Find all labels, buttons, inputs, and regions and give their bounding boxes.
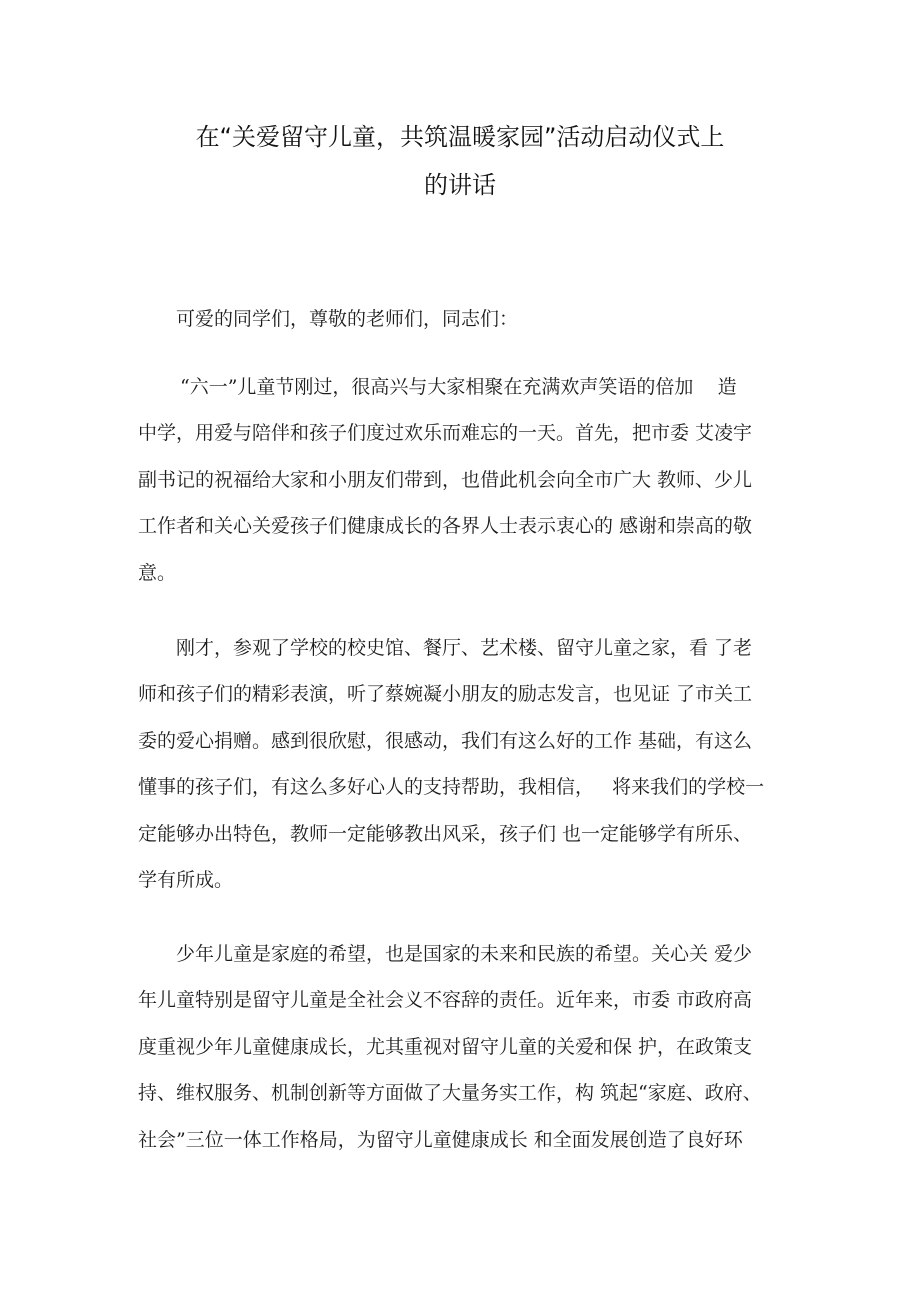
paragraph-1-line: 副书记的祝福给大家和小朋友们带到，也借此机会向全市广大 教师、少儿 bbox=[138, 468, 753, 491]
paragraph-1 bbox=[138, 364, 790, 596]
paragraph-3-line: 度重视少年儿童健康成长，尤其重视对留守儿童的关爱和保 护，在政策支 bbox=[138, 1035, 753, 1058]
paragraph-3-line: 社会”三位一体工作格局，为留守儿童健康成长 和全面发展创造了良好环 bbox=[138, 1128, 743, 1151]
paragraph-2-line: 委的爱心捐赠。感到很欣慰，很感动，我们有这么好的工作 基础，有这么 bbox=[138, 729, 753, 752]
title-line-1: 在“关爱留守儿童，共筑温暖家园”活动启动仪式上 bbox=[195, 123, 725, 151]
paragraph-1-line: 工作者和关心关爱孩子们健康成长的各界人士表示衷心的 感谢和崇高的敬 bbox=[138, 515, 753, 538]
paragraph-3 bbox=[138, 931, 790, 1163]
paragraph-2-line: 刚才，参观了学校的校史馆、餐厅、艺术楼、留守儿童之家，看 了老 bbox=[176, 637, 753, 659]
paragraph-3-line: 持、维权服务、机制创新等方面做了大量务实工作，构 筑起“家庭、政府、 bbox=[138, 1082, 762, 1105]
paragraph-1-line: 意。 bbox=[138, 561, 177, 584]
paragraph-2-line: 师和孩子们的精彩表演，听了蔡婉凝小朋友的励志发言，也见证 了市关工 bbox=[138, 683, 753, 706]
document-title bbox=[120, 113, 800, 209]
paragraph-2-line: 懂事的孩子们，有这么多好心人的支持帮助，我相信， 将来我们的学校一 bbox=[138, 776, 765, 799]
paragraph-2 bbox=[138, 625, 790, 903]
salutation: 可爱的同学们，尊敬的老师们，同志们： bbox=[176, 308, 519, 330]
paragraph-2-line: 定能够办出特色，教师一定能够教出风采，孩子们 也一定能够学有所乐、 bbox=[138, 822, 753, 845]
paragraph-1-line: “六一”儿童节刚过，很高兴与大家相聚在充满欢声笑语的倍加 造 bbox=[180, 376, 737, 398]
paragraph-1-line: 中学，用爱与陪伴和孩子们度过欢乐而难忘的一天。首先，把市委 艾凌宇 bbox=[138, 422, 753, 445]
title-line-2: 的讲话 bbox=[424, 171, 496, 199]
paragraph-3-line: 年儿童特别是留守儿童是全社会义不容辞的责任。近年来，市委 市政府高 bbox=[138, 989, 753, 1012]
paragraph-2-line: 学有所成。 bbox=[138, 869, 234, 892]
paragraph-3-line: 少年儿童是家庭的希望，也是国家的未来和民族的希望。关心关 爱少 bbox=[176, 943, 753, 965]
